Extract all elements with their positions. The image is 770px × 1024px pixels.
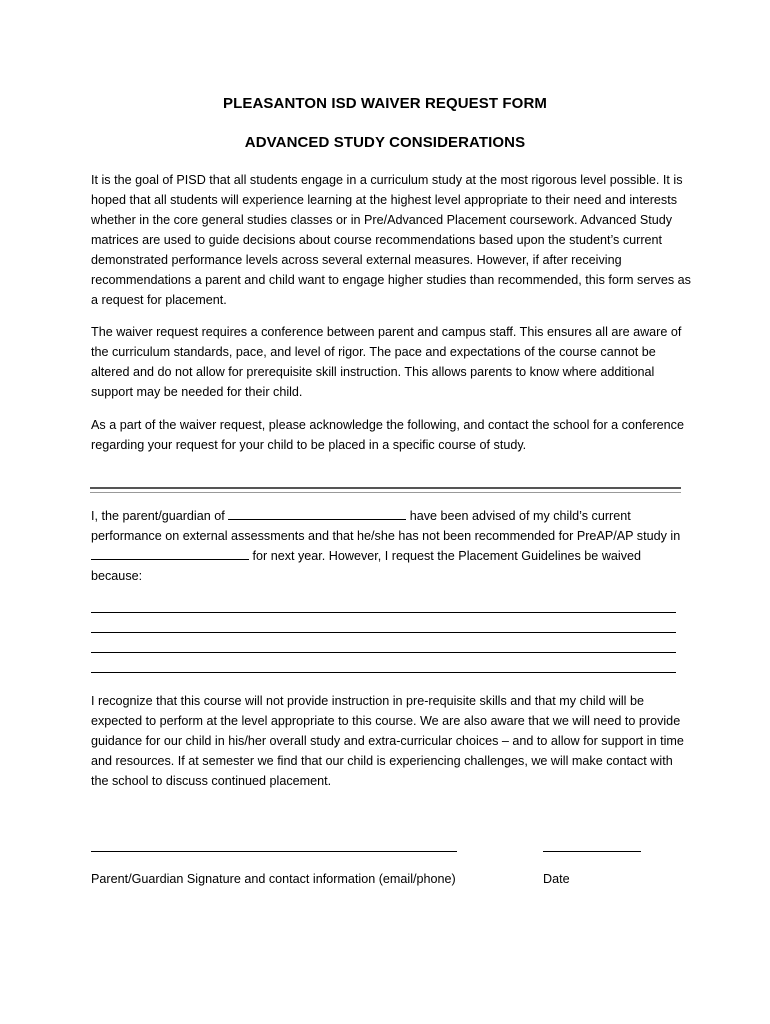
- request-text-part3: for next year. However, I request the Placement Guidelines be waived because:: [91, 549, 642, 583]
- parent-signature-label: Parent/Guardian Signature and contact information (email/phone): [91, 872, 456, 886]
- form-subtitle: ADVANCED STUDY CONSIDERATIONS: [244, 134, 526, 151]
- reason-line-4[interactable]: [91, 672, 676, 673]
- request-statement: [91, 506, 691, 586]
- form-title: PLEASANTON ISD WAIVER REQUEST FORM: [223, 95, 547, 112]
- section-divider: [90, 487, 681, 493]
- request-text-part2: have been advised of my child’s current performance on external assessments and that he/she has not been recommended for PreAP/AP study in: [91, 509, 681, 543]
- parent-signature-line[interactable]: [91, 851, 457, 852]
- child-name-field[interactable]: [228, 507, 406, 520]
- date-line[interactable]: [543, 851, 641, 852]
- intro-paragraph-goal: It is the goal of PISD that all students engage in a curriculum study at the most rigorous level possible. It is hoped that all students will experience learning at the highest level appropriate to their need and interests whether in the core general studies classes or in Pre/Advanced Placement coursework. Advanced Study matrices are used to guide decisions about course recommendations based upon the student’s current demonstrated performance levels across several external measures. However, if after receiving recommendations a parent and child want to engage higher studies than recommended, this form serves as a request for placement.: [91, 173, 691, 307]
- reason-line-1[interactable]: [91, 612, 676, 613]
- reason-line-2[interactable]: [91, 632, 676, 633]
- intro-paragraph-conference: The waiver request requires a conference between parent and campus staff. This ensures all are aware of the curriculum standards, pace, and level of rigor. The pace and expectations of the course cannot be altered and do not allow for prerequisite skill instruction. This allows parents to know where additional support may be needed for their child.: [91, 325, 682, 399]
- acknowledgement-paragraph: I recognize that this course will not provide instruction in pre-requisite skills and that my child will be expected to perform at the level appropriate to this course. We are also aware that we will need to provide guidance for our child in his/her overall study and extra-curricular choices – and to allow for support in time and resources. If at semester we find that our child is experiencing challenges, we will make contact with the school to discuss continued placement.: [91, 694, 684, 788]
- reason-line-3[interactable]: [91, 652, 676, 653]
- request-text-part1: I, the parent/guardian of: [91, 509, 229, 523]
- intro-paragraph-acknowledge: As a part of the waiver request, please acknowledge the following, and contact the school for a conference regarding your request for your child to be placed in a specific course of study.: [91, 418, 684, 452]
- date-label: Date: [543, 872, 570, 886]
- course-name-field[interactable]: [91, 547, 249, 560]
